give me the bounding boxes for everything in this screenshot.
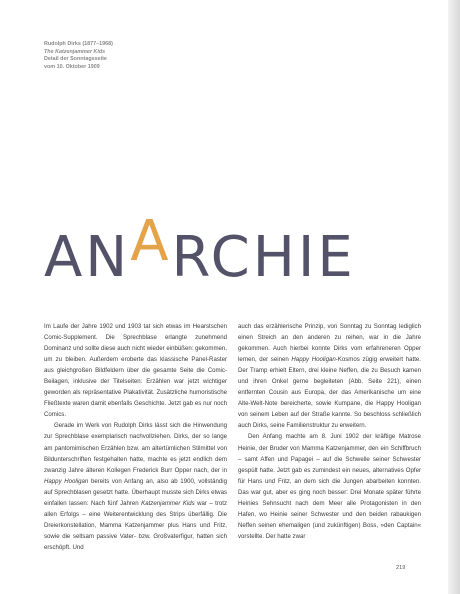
- paragraph: Im Laufe der Jahre 1902 und 1903 tat sich etwas im Hearstschen Comic-Supplement. Die Sprechblase erlangte zunehmend Dominanz und sollte diese auch nicht wieder einbüßen: gekommen, um zu bleiben. Außerdem eroberte das klassische Panel-Raster aus gleichgroßen Bildfeldern über die gesamte Seite die Comic-Beilagen, inklusive der Titelseiten: Erzählen war jetzt wichtiger geworden als repräsentative Plakativität. Zusätzliche humoristische Fließtexte waren damit ebenfalls Geschichte. Jetzt gab es nur noch Comics.: [44, 323, 227, 419]
- italic-title: Happy Hooligan: [44, 477, 89, 485]
- paragraph: [238, 321, 421, 431]
- image-caption: [44, 41, 204, 71]
- italic-title: Katzenjammer Kids: [141, 499, 195, 507]
- text-column-right: [238, 321, 421, 542]
- text-run: bereits von Anfang an, also ab 1900, vollständig auf Sprechblasen gesetzt hatte. Überhaupt musste sich Dirks etwas einfallen lassen: Nach fünf Jahren: [44, 477, 227, 507]
- caption-title: The Katzenjammer Kids: [44, 48, 106, 55]
- text-run: auch das erzählerische Prinzip, von Sonntag zu Sonntag lediglich einen Streich an den anderen zu reihen, war in die Jahre gekommen. Auch hierbei konnte Dirks vom erfahreneren Opper lernen, der seinen: [238, 323, 421, 364]
- headline-part-after: RCHIE: [171, 225, 356, 290]
- headline-part-before: AN: [44, 225, 131, 290]
- paragraph: [44, 420, 227, 553]
- caption-artist: Rudolph Dirks (1877–1968): [44, 41, 113, 47]
- caption-date: vom 10. Oktober 1909: [44, 63, 100, 70]
- headline-word: [44, 209, 356, 290]
- italic-title: Happy Hooligan: [291, 356, 336, 364]
- text-column-left: [44, 321, 227, 553]
- text-run: war – trotz allen Erfolgs – eine Weiterentwicklung des Strips überfällig. Die Dreierkonstellation, Mamma Katzenjammer plus Hans und Fritz, sowie die seltsam passive Vater- bzw. Großvaterfigur, hatten sich erschöpft. Und: [44, 499, 227, 551]
- text-run: -Kosmos zügig erweitert hatte. Der Tramp erhielt Eltern, drei kleine Neffen, die zu Besuch kamen und ihren Onkel gerne begleiteten (Abb. Seite 221), einen entfernten Cousin aus Europa, der das Amerikanische um eine Alte-Welt-Note bereicherte, sowie Kumpane, die Happy Hooligan von seinem Leben auf der Straße kannte. So beschloss schließlich auch Dirks, seine Familienstruktur zu erweitern.: [238, 356, 421, 430]
- text-run: Gerade im Werk von Rudolph Dirks lässt sich die Hinwendung zur Sprechblase exemplarisch nachvollziehen. Dirks, der so lange am pantomimischen Erzählen bzw. am altertümlichen Stilmittel von Bildunterschriften festgehalten hatte, machte es jetzt endlich dem zwanzig Jahre älteren Kollegen Frederick Burr Opper nach, der in: [44, 422, 227, 474]
- paragraph: Den Anfang machte am 8. Juni 1902 der kräftige Matrose Heinie, der Bruder von Mamma Katzenjammer, den ein Schiffbruch – samt Affen und Papagei – auf die Schwelle seiner Schwester gespült hatte. Jetzt gab es zumindest ein neues, alternatives Opfer für Hans und Fritz, an dem sich die Jungen abarbeiten konnten. Das war gut, aber es ging noch besser: Drei Monate später führte Heinies Sehnsucht nach dem Meer alle Protagonisten in den Hafen, wo Heinie seiner Schwester und den beiden rabaukigen Neffen seinen ehemaligen (und zukünftigen) Boss, »den Captain« vorstellte. Der hatte zwar: [238, 433, 421, 540]
- page-number: 219: [396, 565, 406, 571]
- chapter-headline: [44, 209, 424, 290]
- headline-accent-letter: A: [130, 209, 172, 274]
- caption-detail: Detail der Sonntagsseite: [44, 56, 107, 63]
- page-edge: [448, 0, 460, 594]
